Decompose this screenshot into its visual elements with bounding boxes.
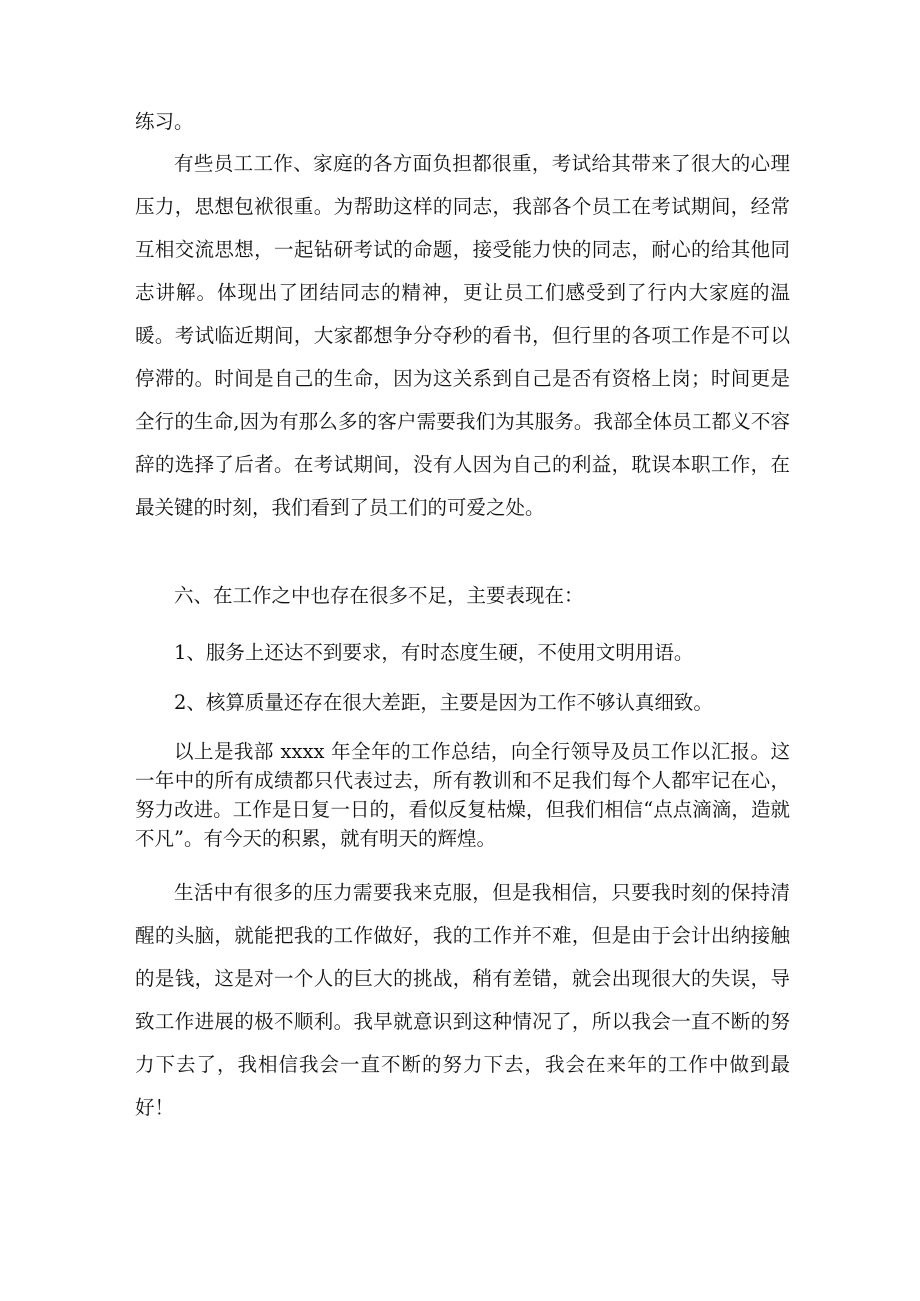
paragraph-summary: 以上是我部 xxxx 年全年的工作总结，向全行领导及员工作以汇报。这一年中的所有成绩都只代表过去，所有教训和不足我们每个人都牢记在心，努力改进。工作是日复一日的，看似反复枯燥，但我们相信“点点滴滴，造就不凡”。有今天的积累，就有明天的辉煌。 bbox=[135, 740, 790, 850]
paragraph-exam-support: 有些员工工作、家庭的各方面负担都很重，考试给其带来了很大的心理压力，思想包袱很重。为帮助这样的同志，我部各个员工在考试期间，经常互相交流思想，一起钻研考试的命题，接受能力快的同志，耐心的给其他同志讲解。体现出了团结同志的精神，更让员工们感受到了行内大家庭的温暖。考试临近期间，大家都想争分夺秒的看书，但行里的各项工作是不可以停滞的。时间是自己的生命，因为这关系到自己是否有资格上岗；时间更是全行的生命,因为有那么多的客户需要我们为其服务。我部全体员工都义不容辞的选择了后者。在考试期间，没有人因为自己的利益，耽误本职工作，在最关键的时刻，我们看到了员工们的可爱之处。 bbox=[135, 152, 790, 519]
list-item-service: 1、服务上还达不到要求，有时态度生硬，不使用文明用语。 bbox=[174, 641, 694, 664]
paragraph-continuation: 练习。 bbox=[135, 110, 194, 133]
paragraph-closing: 生活中有很多的压力需要我来克服，但是我相信，只要我时刻的保持清醒的头脑，就能把我的工作做好，我的工作并不难，但是由于会计出纳接触的是钱，这是对一个人的巨大的挑战，稍有差错，就会出现很大的失误，导致工作进展的极不顺利。我早就意识到这种情况了，所以我会一直不断的努力下去了，我相信我会一直不断的努力下去，我会在来年的工作中做到最好！ bbox=[135, 881, 790, 1119]
list-item-accounting: 2、核算质量还存在很大差距，主要是因为工作不够认真细致。 bbox=[174, 691, 713, 714]
section-heading-shortcomings: 六、在工作之中也存在很多不足，主要表现在： bbox=[174, 584, 584, 607]
